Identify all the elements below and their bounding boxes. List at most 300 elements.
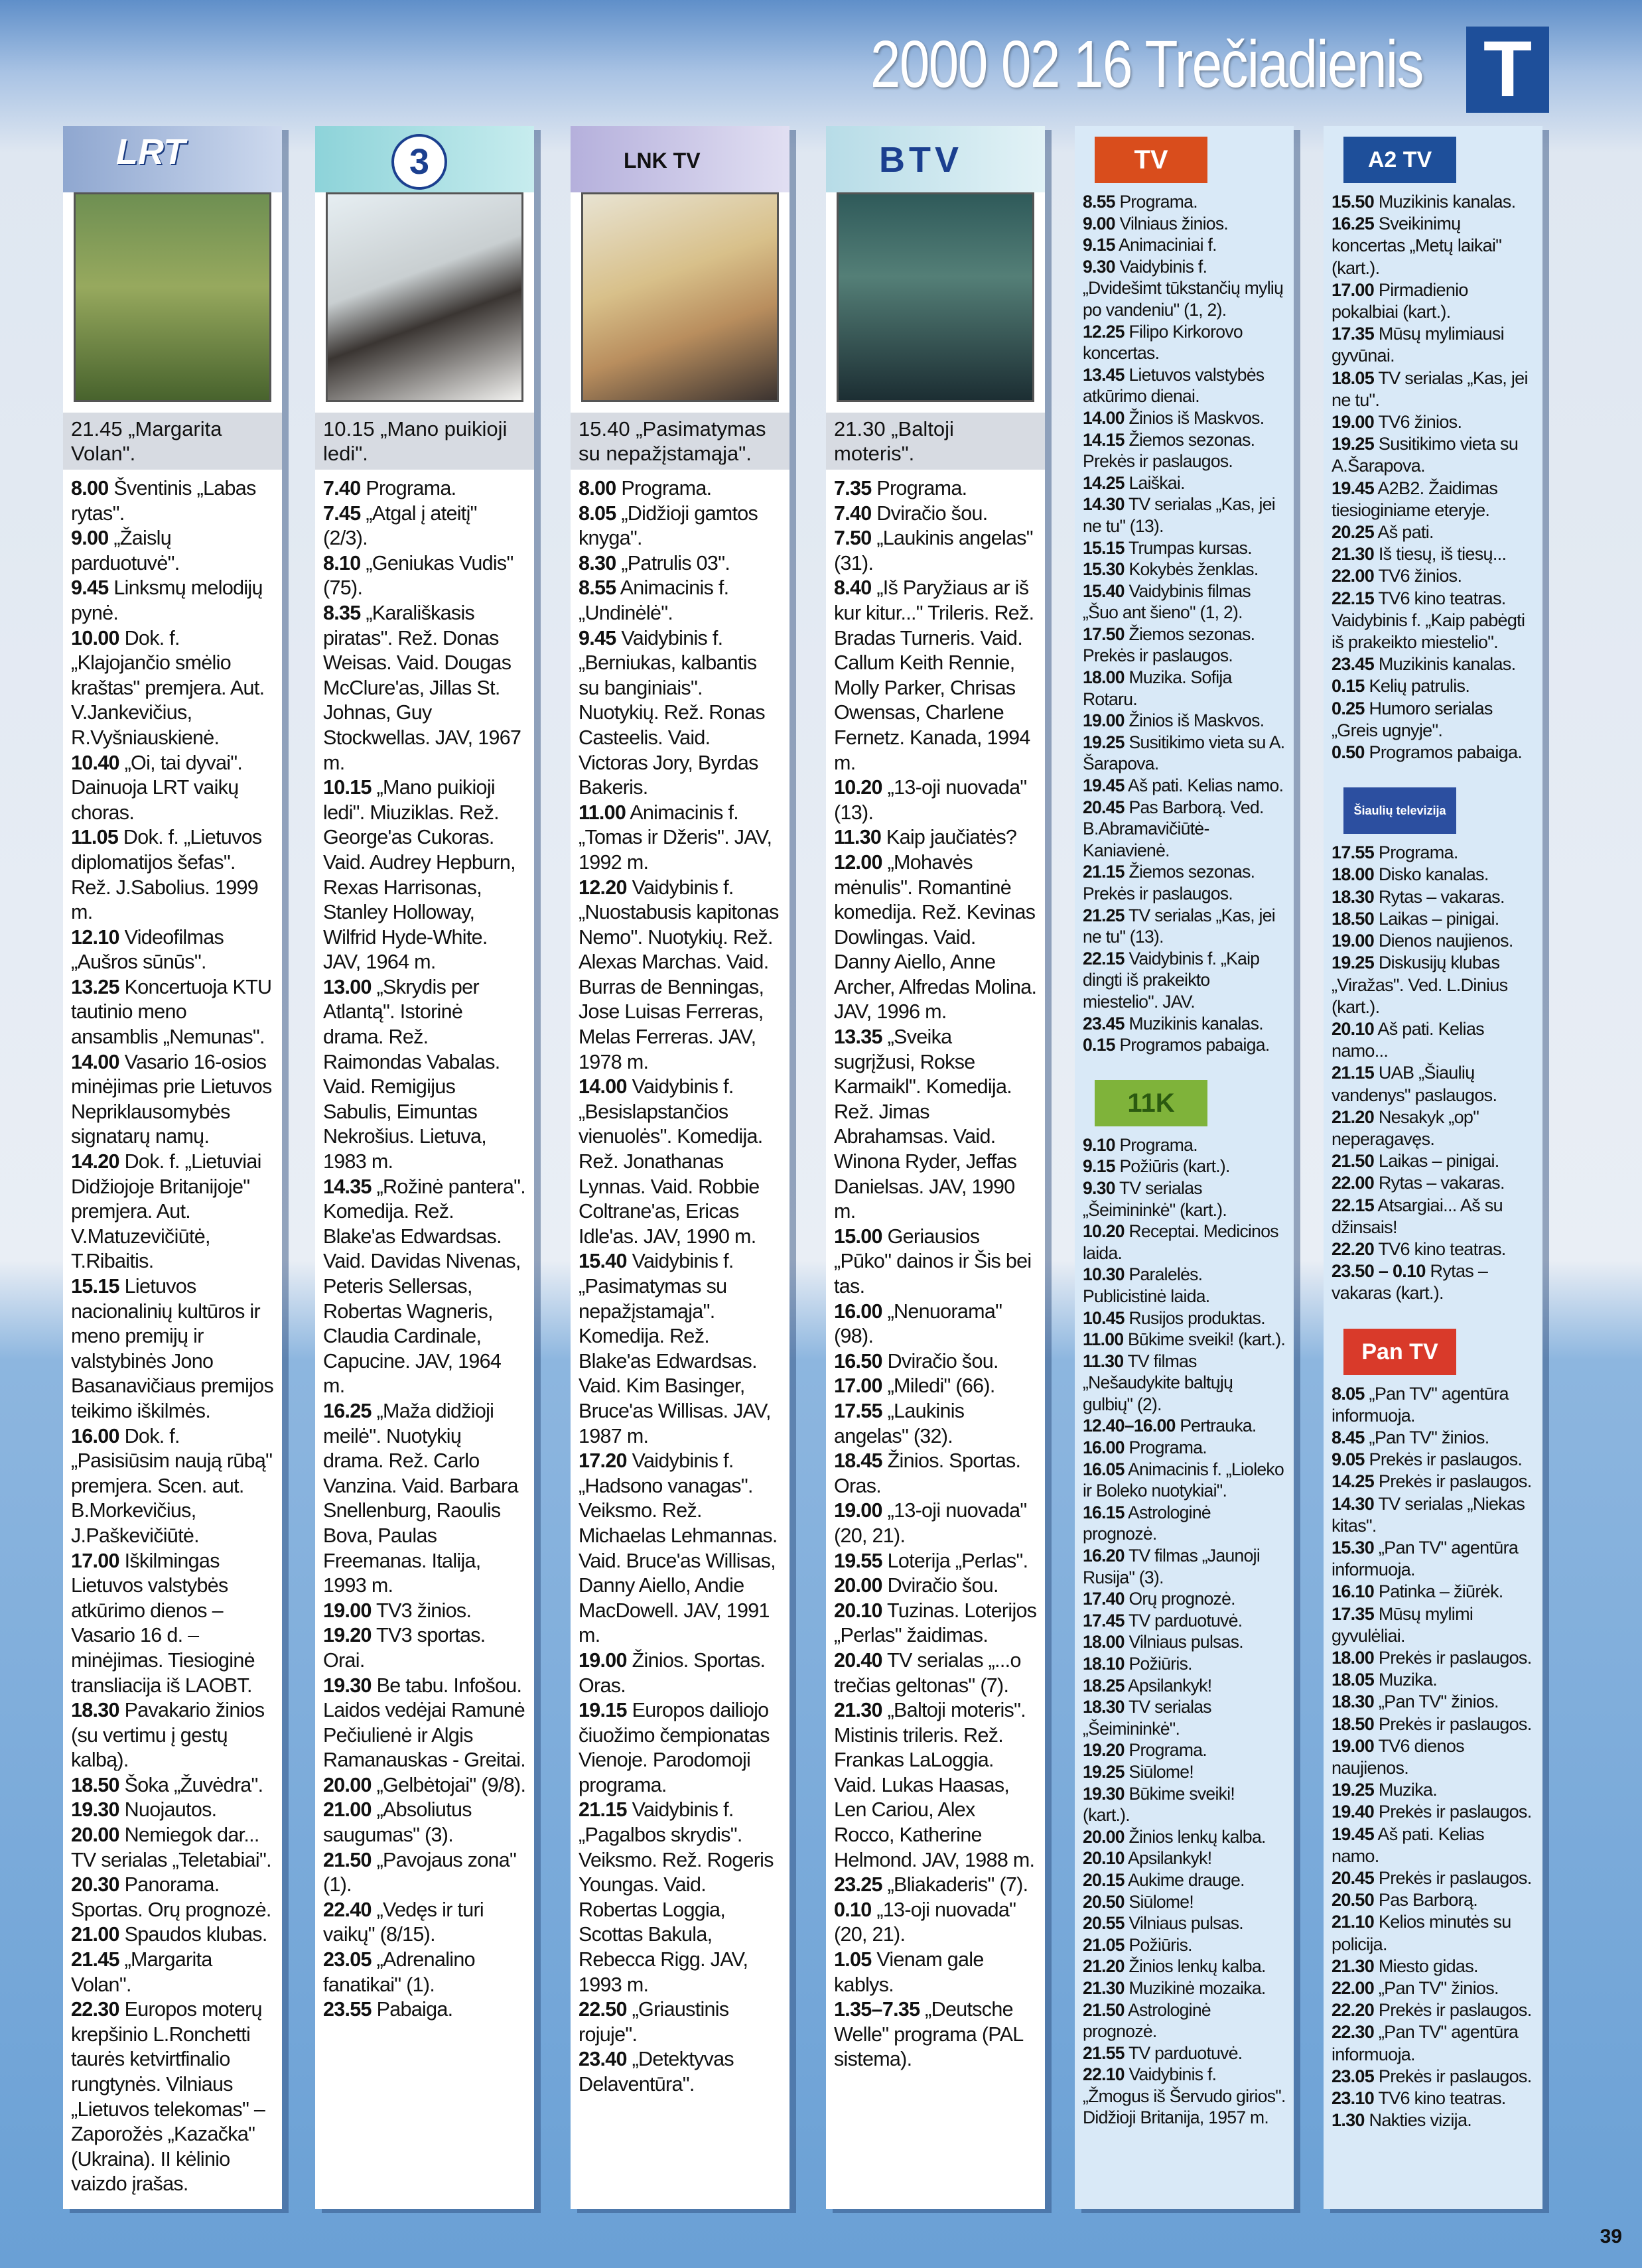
schedule-entry bbox=[1083, 1631, 1286, 1653]
schedule-entry bbox=[1332, 2109, 1535, 2131]
entry-title: Europos moterų krepšinio L.Ronchetti taurės ketvirtfinalio rungtynės. Vilniaus „Lietuvos telekomas" – Zaporožės „Kazačka" (Ukraina). II kėlinio vaizdo įrašas. bbox=[71, 1998, 265, 2196]
schedule-entry bbox=[579, 501, 782, 551]
entry-time: 20.00 bbox=[71, 1824, 119, 1847]
entry-title: Lietuvos valstybės atkūrimo dienai. bbox=[1083, 364, 1265, 407]
schedule-entry bbox=[1083, 1891, 1286, 1913]
entry-time: 8.45 bbox=[1332, 1427, 1365, 1447]
entry-time: 7.50 bbox=[834, 527, 872, 550]
entry-title: Pas Barborą. bbox=[1374, 1890, 1478, 1910]
entry-title: Vaidybinis f. „Dvidešimt tūkstančių mylių po vandeniu" (1, 2). bbox=[1083, 256, 1284, 320]
entry-time: 14.00 bbox=[579, 1075, 627, 1099]
channel-column-tv6 bbox=[1324, 126, 1542, 2209]
schedule-entry bbox=[1083, 580, 1286, 624]
entry-title: Dviračio šou. bbox=[882, 1574, 998, 1597]
schedule-entry bbox=[1083, 948, 1286, 1013]
entry-title: Žiemos sezonas. Prekės ir paslaugos. bbox=[1083, 624, 1255, 666]
entry-time: 20.25 bbox=[1332, 522, 1375, 543]
schedule-entry bbox=[1083, 191, 1286, 213]
siauliai-logo bbox=[1343, 783, 1523, 836]
entry-title: „Patrulis 03". bbox=[616, 551, 730, 574]
entry-time: 13.00 bbox=[323, 975, 372, 998]
entry-title: Disko kanalas. bbox=[1374, 864, 1489, 885]
entry-time: 21.25 bbox=[1083, 905, 1125, 925]
entry-title: TV serialas „Kas, jei ne tu". bbox=[1332, 367, 1528, 410]
schedule-entry bbox=[71, 476, 274, 526]
schedule-entry bbox=[834, 1225, 1037, 1300]
schedule-entry bbox=[579, 1997, 782, 2047]
entry-title: Atsargiai... Aš su džinsais! bbox=[1332, 1195, 1503, 1237]
entry-title: Siūlome! bbox=[1124, 1891, 1194, 1912]
entry-title: TV6 žinios. bbox=[1374, 566, 1462, 586]
entry-time: 18.30 bbox=[71, 1699, 119, 1722]
schedule-entry bbox=[1083, 256, 1286, 321]
entry-time: 19.20 bbox=[323, 1624, 372, 1647]
entry-title: TV parduotuvė. bbox=[1124, 2042, 1243, 2063]
schedule-entry bbox=[1332, 1471, 1535, 1493]
entry-time: 14.20 bbox=[71, 1150, 119, 1173]
entry-time: 18.50 bbox=[1332, 908, 1375, 929]
highlight-caption: 21.30 „Baltoji moteris". bbox=[826, 413, 1045, 470]
entry-title: Tuzinas. Loterijos „Perlas" žaidimas. bbox=[834, 1599, 1037, 1647]
entry-title: „Nenuorama" (98). bbox=[834, 1300, 1002, 1348]
schedule-entry bbox=[1332, 1779, 1535, 1801]
entry-time: 22.20 bbox=[1332, 1238, 1375, 1259]
schedule-entry bbox=[1332, 1195, 1535, 1238]
schedule-entry bbox=[1332, 1449, 1535, 1471]
entry-time: 21.45 bbox=[71, 1948, 119, 1971]
entry-title: „Žaislų parduotuvė". bbox=[71, 527, 180, 574]
entry-title: Prekės ir paslaugos. bbox=[1374, 1802, 1532, 1822]
schedule-entry bbox=[1332, 1889, 1535, 1911]
entry-time: 19.25 bbox=[1332, 1780, 1375, 1800]
entry-title: Kelių patrulis. bbox=[1364, 676, 1470, 697]
schedule-entry bbox=[1083, 1502, 1286, 1545]
entry-time: 18.00 bbox=[1332, 1647, 1375, 1668]
entry-title: TV filmas „Nešaudykite baltųjų gulbių" (2). bbox=[1083, 1351, 1233, 1414]
entry-title: Linksmų melodijų pynė. bbox=[71, 576, 263, 624]
entry-title: Aš pati. Kelias namo... bbox=[1332, 1018, 1484, 1061]
entry-title: Panorama. Sportas. Orų prognozė. bbox=[71, 1873, 271, 1921]
schedule-entry bbox=[1083, 1177, 1286, 1221]
entry-title: „Atgal į ateitį" (2/3). bbox=[323, 501, 477, 550]
schedule-entry bbox=[71, 975, 274, 1050]
entry-title: Laikas – pinigai. bbox=[1374, 1151, 1499, 1171]
entry-time: 16.10 bbox=[1332, 1581, 1375, 1602]
entry-title: Apsilankyk! bbox=[1124, 1848, 1212, 1869]
entry-time: 22.15 bbox=[1083, 948, 1125, 968]
schedule-entry bbox=[1332, 1977, 1535, 1999]
entry-time: 7.45 bbox=[323, 501, 361, 525]
entry-time: 16.20 bbox=[1083, 1546, 1125, 1566]
schedule-entry bbox=[834, 501, 1037, 527]
entry-title: Prekės ir paslaugos. bbox=[1374, 1868, 1532, 1889]
entry-title: Muzikinė mozaika. bbox=[1124, 1977, 1266, 1998]
entry-title: Vienam gale kablys. bbox=[834, 1948, 984, 1996]
schedule-entry bbox=[1083, 1134, 1286, 1156]
channel-column-lnk bbox=[571, 126, 789, 2209]
entry-time: 20.00 bbox=[834, 1574, 882, 1597]
schedule-list-11k bbox=[1075, 1134, 1294, 2129]
schedule-entry bbox=[1083, 213, 1286, 235]
entry-time: 21.55 bbox=[1083, 2042, 1125, 2063]
entry-time: 21.50 bbox=[1083, 1999, 1125, 2020]
entry-title: Šoka „Žuvėdra". bbox=[119, 1773, 263, 1796]
schedule-entry bbox=[834, 1997, 1037, 2072]
entry-time: 19.25 bbox=[1332, 434, 1375, 454]
entry-time: 22.00 bbox=[1332, 566, 1375, 586]
entry-title: „Mohavės mėnulis". Romantinė komedija. Rež. Kevinas Dowlingas. Vaid. Danny Aiello, Anne Archer, Alfredas Molina. JAV, 1996 m. bbox=[834, 850, 1037, 1024]
entry-time: 8.00 bbox=[71, 477, 109, 500]
entry-title: „Pan TV" žinios. bbox=[1374, 1692, 1499, 1712]
schedule-entry bbox=[1332, 698, 1535, 742]
schedule-entry bbox=[834, 1573, 1037, 1599]
entry-title: Žinios iš Maskvos. bbox=[1124, 407, 1265, 428]
schedule-entry bbox=[1332, 1735, 1535, 1779]
schedule-entry bbox=[1083, 1869, 1286, 1891]
entry-title: Astrologinė prognozė. bbox=[1083, 1502, 1211, 1544]
schedule-entry bbox=[1083, 559, 1286, 580]
schedule-entry bbox=[323, 975, 526, 1175]
entry-title: Šventinis „Labas rytas". bbox=[71, 477, 256, 525]
entry-time: 10.15 bbox=[323, 776, 372, 799]
entry-title: TV serialas „...o trečias geltonas" (7). bbox=[834, 1648, 1021, 1697]
entry-time: 20.40 bbox=[834, 1648, 882, 1672]
entry-title: „Geniukas Vudis" (75). bbox=[323, 551, 513, 600]
entry-time: 10.00 bbox=[71, 626, 119, 649]
schedule-entry bbox=[71, 751, 274, 826]
entry-time: 14.30 bbox=[1083, 494, 1125, 515]
entry-title: „Maža didžioji meilė". Nuotykių drama. Rež. Carlo Vanzina. Vaid. Barbara Snellenburg, Raoulis Bova, Paulas Freemanas. Italija, 1993 m. bbox=[323, 1399, 518, 1597]
schedule-entry bbox=[834, 1898, 1037, 1948]
entry-title: Dok. f. „Pasisiūsim naują rūbą" premjera. Scen. aut. B.Morkevičius, J.Paškevičiūtė. bbox=[71, 1424, 273, 1547]
entry-time: 18.30 bbox=[1083, 1697, 1125, 1717]
program-photo bbox=[74, 192, 271, 402]
entry-title: „Karališkasis piratas". Rež. Donas Weisas. Vaid. Dougas McClure'as, Jillas St. Johnas, Guy Stockwellas. JAV, 1967 m. bbox=[323, 601, 521, 774]
entry-time: 16.50 bbox=[834, 1349, 882, 1372]
entry-title: Programa. bbox=[1115, 192, 1197, 212]
entry-title: Muzikinis kanalas. bbox=[1374, 654, 1516, 675]
entry-time: 20.10 bbox=[1083, 1848, 1125, 1869]
entry-time: 14.25 bbox=[1332, 1471, 1375, 1492]
entry-time: 17.45 bbox=[1083, 1610, 1125, 1631]
entry-title: Mūsų mylimi gyvulėliai. bbox=[1332, 1603, 1473, 1646]
entry-title: „Absoliutus saugumas" (3). bbox=[323, 1798, 472, 1847]
entry-time: 9.30 bbox=[1083, 256, 1115, 277]
entry-title: „Pavojaus zona" (1). bbox=[323, 1848, 517, 1897]
entry-time: 18.25 bbox=[1083, 1675, 1125, 1696]
entry-title: Dok. f. „Klajojančio smėlio kraštas" premjera. Aut. V.Jankevičius, R.Vyšniauskienė. bbox=[71, 626, 265, 749]
schedule-entry bbox=[1332, 367, 1535, 411]
entry-title: Programa. bbox=[360, 477, 456, 500]
entry-time: 19.25 bbox=[1083, 1761, 1125, 1782]
entry-title: Žiemos sezonas. Prekės ir paslaugos. bbox=[1083, 429, 1255, 472]
entry-time: 21.15 bbox=[1332, 1063, 1375, 1083]
schedule-entry bbox=[1332, 2088, 1535, 2109]
lrt-logo-icon: LRT bbox=[116, 132, 185, 172]
entry-title: „Margarita Volan". bbox=[71, 1948, 212, 1996]
entry-time: 18.00 bbox=[1083, 667, 1125, 688]
entry-title: Prekės ir paslaugos. bbox=[1374, 1647, 1532, 1668]
entry-time: 18.30 bbox=[1332, 886, 1375, 907]
entry-time: 10.20 bbox=[834, 776, 882, 799]
schedule-entry bbox=[579, 801, 782, 876]
entry-title: „Rožinė pantera". Komedija. Rež. Blake'as Edwardsas. Vaid. Davidas Nivenas, Peteris Sellersas, Robertas Wagneris, Claudia Cardinale, Capucine. JAV, 1964 m. bbox=[323, 1175, 526, 1398]
entry-time: 23.05 bbox=[1332, 2066, 1375, 2086]
schedule-entry bbox=[834, 1374, 1037, 1399]
program-photo bbox=[837, 192, 1034, 402]
schedule-list-a2 bbox=[1324, 191, 1542, 764]
entry-time: 21.15 bbox=[1083, 862, 1125, 882]
entry-time: 20.50 bbox=[1083, 1891, 1125, 1912]
lnk-logo-icon: LNK TV bbox=[624, 149, 701, 172]
entry-time: 13.45 bbox=[1083, 364, 1125, 385]
schedule-entry bbox=[834, 1698, 1037, 1873]
entry-time: 19.00 bbox=[1332, 412, 1375, 433]
entry-title: TV serialas „Šeimininkė". bbox=[1083, 1697, 1211, 1739]
entry-time: 1.30 bbox=[1332, 2110, 1365, 2131]
entry-time: 16.00 bbox=[1083, 1437, 1125, 1458]
entry-time: 12.20 bbox=[579, 876, 627, 899]
entry-title: „Pan TV" agentūra informuoja. bbox=[1332, 1383, 1509, 1426]
schedule-entry bbox=[1332, 1956, 1535, 1977]
entry-title: Žiemos sezonas. Prekės ir paslaugos. bbox=[1083, 862, 1255, 903]
entry-time: 17.00 bbox=[71, 1549, 119, 1572]
entry-time: 19.30 bbox=[1083, 1783, 1125, 1804]
entry-title: Dok. f. „Lietuviai Didžiojoje Britanijoje" premjera. Aut. V.Matuzevičiūtė, T.Ribaitis. bbox=[71, 1150, 261, 1273]
schedule-entry bbox=[834, 1449, 1037, 1499]
entry-title: Be tabu. Infošou. Laidos vedėjai Ramunė Pečiulienė ir Algis Ramanauskas - Greitai. bbox=[323, 1674, 525, 1772]
entry-time: 17.55 bbox=[1332, 842, 1375, 863]
schedule-entry bbox=[71, 1050, 274, 1150]
schedule-entry bbox=[1083, 1696, 1286, 1739]
schedule-entry bbox=[1083, 1415, 1286, 1437]
entry-title: Žinios iš Maskvos. bbox=[1124, 710, 1265, 731]
schedule-entry bbox=[1083, 797, 1286, 862]
entry-time: 12.00 bbox=[834, 850, 882, 874]
page-number: 39 bbox=[1600, 2226, 1622, 2247]
schedule-entry bbox=[579, 626, 782, 801]
entry-title: „Iš Paryžiaus ar iš kur kitur..." Trileris. Rež. Bradas Turneris. Vaid. Callum Keith Rennie, Molly Parker, Chrisas Owensas, Charlene Fernetz. Kanada, 1994 m. bbox=[834, 576, 1034, 774]
schedule-list bbox=[315, 476, 534, 2023]
schedule-entry bbox=[1332, 213, 1535, 279]
entry-title: Būkime sveiki! (kart.). bbox=[1123, 1329, 1286, 1350]
entry-title: Laiškai. bbox=[1124, 472, 1185, 493]
schedule-entry bbox=[1332, 1018, 1535, 1062]
schedule-entry bbox=[71, 925, 274, 975]
entry-time: 21.20 bbox=[1083, 1956, 1125, 1977]
schedule-entry bbox=[1332, 1647, 1535, 1669]
entry-title: Kokybės ženklas. bbox=[1124, 559, 1259, 580]
schedule-entry bbox=[579, 1798, 782, 1997]
entry-time: 19.30 bbox=[323, 1674, 372, 1697]
entry-time: 23.25 bbox=[834, 1873, 882, 1897]
schedule-entry bbox=[1332, 521, 1535, 543]
entry-time: 12.25 bbox=[1083, 321, 1125, 342]
schedule-entry bbox=[1332, 411, 1535, 433]
entry-time: 14.35 bbox=[323, 1175, 372, 1198]
entry-time: 18.50 bbox=[1332, 1713, 1375, 1734]
schedule-entry bbox=[1083, 1783, 1286, 1826]
entry-time: 21.30 bbox=[1332, 544, 1375, 565]
entry-title: TV serialas „Kas, jei ne tu" (13). bbox=[1083, 905, 1275, 947]
entry-time: 21.30 bbox=[1332, 1956, 1375, 1976]
schedule-entry bbox=[1332, 842, 1535, 864]
entry-time: 20.55 bbox=[1083, 1913, 1125, 1934]
schedule-entry bbox=[834, 1499, 1037, 1548]
schedule-entry bbox=[834, 1399, 1037, 1449]
schedule-entry bbox=[1332, 543, 1535, 565]
entry-title: Koncertuoja KTU tautinio meno ansamblis „Nemunas". bbox=[71, 975, 272, 1049]
entry-title: Rytas – vakaras. bbox=[1374, 886, 1505, 907]
entry-title: Nesakyk „op" neperagavęs. bbox=[1332, 1106, 1479, 1149]
entry-title: Animacinis f. „Tomas ir Džeris". JAV, 1992 m. bbox=[579, 801, 772, 874]
entry-time: 10.40 bbox=[71, 751, 119, 774]
entry-time: 16.00 bbox=[834, 1300, 882, 1323]
schedule-entry bbox=[579, 1075, 782, 1249]
entry-time: 10.45 bbox=[1083, 1307, 1125, 1328]
entry-time: 22.15 bbox=[1332, 588, 1375, 608]
entry-title: TV filmas „Jaunoji Rusija" (3). bbox=[1083, 1546, 1261, 1587]
schedule-entry bbox=[579, 1648, 782, 1698]
channel-column-lrt bbox=[63, 126, 282, 2209]
entry-title: Programa. bbox=[1124, 1740, 1207, 1761]
entry-time: 19.00 bbox=[1332, 931, 1375, 951]
btv-logo-icon: BTV bbox=[879, 140, 963, 180]
schedule-entry bbox=[71, 1274, 274, 1424]
schedule-entry bbox=[1083, 1221, 1286, 1264]
entry-title: Vaidybinis f. „Berniukas, kalbantis su banginiais". Nuotykių. Rež. Ronas Casteelis. Vaid. Victoras Jory, Byrdas Bakeris. bbox=[579, 626, 765, 799]
entry-time: 19.00 bbox=[1332, 1735, 1375, 1756]
schedule-entry bbox=[834, 825, 1037, 850]
entry-time: 0.15 bbox=[1332, 676, 1365, 697]
entry-time: 0.15 bbox=[1083, 1035, 1115, 1055]
entry-title: Rusijos produktas. bbox=[1124, 1307, 1265, 1328]
siauliai-tv-logo-icon: Šiaulių televizija bbox=[1343, 787, 1456, 834]
schedule-entry bbox=[71, 1424, 274, 1549]
entry-title: Programa. bbox=[871, 477, 967, 500]
program-photo bbox=[326, 192, 523, 402]
schedule-entry bbox=[834, 526, 1037, 576]
entry-title: Sveikinimų koncertas „Metų laikai" (kart.). bbox=[1332, 214, 1502, 278]
entry-time: 21.30 bbox=[1083, 1977, 1125, 1998]
schedule-entry bbox=[834, 775, 1037, 825]
entry-time: 17.55 bbox=[834, 1399, 882, 1422]
entry-time: 16.25 bbox=[1332, 214, 1375, 234]
schedule-entry bbox=[579, 476, 782, 501]
entry-title: Vilniaus žinios. bbox=[1115, 213, 1229, 233]
entry-title: Muzikinis kanalas. bbox=[1124, 1013, 1263, 1034]
entry-title: „Pan TV" agentūra informuoja. bbox=[1332, 2022, 1519, 2064]
entry-title: Muzika. bbox=[1374, 1670, 1438, 1690]
channel-column-tv3 bbox=[315, 126, 534, 2209]
entry-title: Vasario 16-osios minėjimas prie Lietuvos Nepriklausomybės signatarų namų. bbox=[71, 1050, 272, 1148]
highlight-caption: 10.15 „Mano puikioji ledi". bbox=[315, 413, 534, 470]
schedule-entry bbox=[71, 576, 274, 626]
schedule-entry bbox=[834, 850, 1037, 1025]
entry-title: „Griaustinis rojuje". bbox=[579, 1998, 729, 2046]
schedule-entry bbox=[71, 1549, 274, 1699]
channel-column-vilnius bbox=[1075, 126, 1294, 2209]
entry-time: 22.00 bbox=[1332, 1978, 1375, 1999]
entry-time: 22.00 bbox=[1332, 1173, 1375, 1193]
schedule-entry bbox=[1083, 1459, 1286, 1502]
entry-title: Laikas – pinigai. bbox=[1374, 908, 1499, 929]
pan-tv-logo bbox=[1343, 1325, 1523, 1378]
schedule-entry bbox=[1332, 1172, 1535, 1194]
schedule-entry bbox=[1332, 908, 1535, 930]
entry-title: Dok. f. „Lietuvos diplomatijos šefas". Rež. J.Sabolius. 1999 m. bbox=[71, 826, 262, 924]
schedule-entry bbox=[323, 551, 526, 601]
schedule-entry bbox=[579, 1698, 782, 1798]
schedule-list bbox=[571, 476, 789, 2098]
entry-time: 22.20 bbox=[1332, 2000, 1375, 2021]
schedule-entry bbox=[71, 526, 274, 576]
entry-title: TV serialas „Šeimininkė" (kart.). bbox=[1083, 1177, 1227, 1220]
entry-title: Kaip jaučiatės? bbox=[881, 826, 1017, 849]
schedule-entry bbox=[1332, 1691, 1535, 1713]
entry-title: TV6 kino teatras. Vaidybinis f. „Kaip pabėgti iš prakeikto miestelio". bbox=[1332, 588, 1525, 653]
entry-time: 19.15 bbox=[579, 1699, 627, 1722]
schedule-entry bbox=[1083, 2064, 1286, 2129]
schedule-entry bbox=[1083, 1307, 1286, 1329]
pan-tv-logo-icon: Pan TV bbox=[1343, 1329, 1456, 1375]
entry-title: TV6 dienos naujienos. bbox=[1332, 1735, 1464, 1778]
entry-time: 9.15 bbox=[1083, 1156, 1115, 1177]
schedule-list-siauliai bbox=[1324, 842, 1542, 1304]
schedule-entry bbox=[1083, 732, 1286, 775]
entry-time: 0.25 bbox=[1332, 698, 1365, 718]
entry-time: 14.00 bbox=[1083, 407, 1125, 428]
entry-time: 19.55 bbox=[834, 1549, 882, 1572]
schedule-list bbox=[63, 476, 282, 2197]
entry-time: 19.30 bbox=[71, 1798, 119, 1822]
entry-title: „13-oji nuovada" (20, 21). bbox=[834, 1499, 1027, 1547]
entry-title: Videofilmas „Aušros sūnūs". bbox=[71, 925, 224, 974]
schedule-entry bbox=[1083, 1588, 1286, 1610]
schedule-entry bbox=[834, 1300, 1037, 1349]
schedule-entry bbox=[71, 1873, 274, 1922]
entry-time: 10.30 bbox=[1083, 1264, 1125, 1285]
schedule-entry bbox=[323, 1997, 526, 2023]
a2-tv-logo-icon: A2 TV bbox=[1343, 137, 1456, 183]
entry-time: 18.05 bbox=[1332, 367, 1375, 388]
entry-time: 21.15 bbox=[579, 1798, 627, 1822]
entry-title: Pas Barborą. Ved. B.Abramavičiūtė-Kaniavienė. bbox=[1083, 797, 1264, 860]
entry-title: „Adrenalino fanatikai" (1). bbox=[323, 1948, 475, 1996]
schedule-entry bbox=[1083, 1351, 1286, 1416]
vilnius-logo bbox=[1095, 133, 1274, 186]
entry-time: 20.45 bbox=[1083, 797, 1125, 817]
schedule-entry bbox=[1332, 1106, 1535, 1150]
entry-title: „Didžioji gamtos knyga". bbox=[579, 501, 758, 550]
schedule-entry bbox=[579, 576, 782, 626]
entry-title: Iškilmingas Lietuvos valstybės atkūrimo dienos – Vasario 16 d. – minėjimas. Tiesioginė transliacija iš LAOBT. bbox=[71, 1549, 255, 1697]
schedule-entry bbox=[1332, 279, 1535, 323]
entry-title: Vaidybinis f. „Besislapstančios vienuolės". Komedija. Rež. Jonathanas Lynnas. Vaid. Robbie Coltrane'as, Ericas Idle'as. JAV, 1990 m. bbox=[579, 1075, 763, 1248]
entry-title: Vilniaus pulsas. bbox=[1124, 1913, 1243, 1934]
entry-title: Muzika. bbox=[1374, 1780, 1438, 1800]
schedule-entry bbox=[71, 626, 274, 751]
entry-time: 8.55 bbox=[579, 576, 616, 600]
channel-logo-band bbox=[826, 126, 1045, 192]
schedule-entry bbox=[834, 576, 1037, 775]
entry-title: Filipo Kirkorovo koncertas. bbox=[1083, 321, 1243, 364]
entry-title: Miesto gidas. bbox=[1374, 1956, 1478, 1976]
schedule-entry bbox=[71, 1798, 274, 1823]
entry-time: 23.50 – 0.10 bbox=[1332, 1261, 1426, 1282]
entry-title: Rytas – vakaras (kart.). bbox=[1332, 1261, 1488, 1303]
11k-logo-icon: 11K bbox=[1095, 1080, 1207, 1126]
